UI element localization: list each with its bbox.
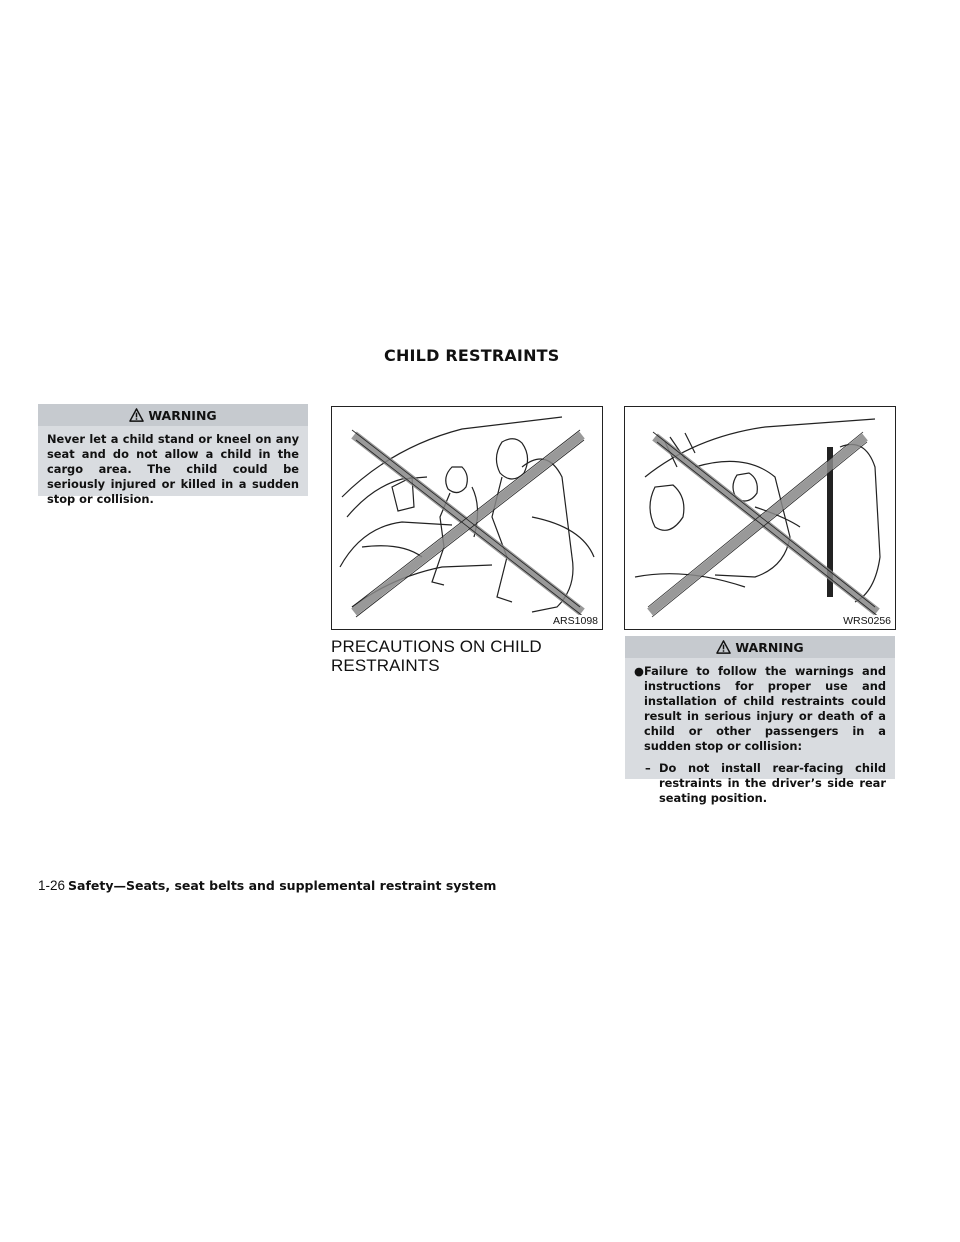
subbullet-mark: – [645,761,651,775]
subsection-title: PRECAUTIONS ON CHILD RESTRAINTS [331,637,542,675]
warning-subbullet [625,754,895,806]
warning-header [625,636,895,658]
warning-triangle-icon [129,408,144,422]
figure-code: ARS1098 [553,615,598,627]
child-standing-illustration [332,407,602,629]
bullet-text: Failure to follow the warnings and instructions for proper use and installation of child restraints could result in serious injury or death of a child or other passengers in a sudden stop or collision: [644,664,886,753]
warning-bullet [625,658,895,754]
chapter-title: Safety—Seats, seat belts and supplemental restraint system [68,878,497,893]
warning-header [38,404,308,426]
warning-title: WARNING [148,407,217,423]
rear-facing-seat-illustration [625,407,895,629]
warning-box-left [38,404,308,506]
page-number: 1-26 [38,878,66,893]
bullet-mark: ● [634,664,644,678]
warning-box-right [625,636,895,805]
warning-triangle-icon [716,640,731,654]
section-title: CHILD RESTRAINTS [384,346,560,365]
illustration-child-standing [331,406,603,630]
figure-code: WRS0256 [843,615,891,627]
warning-title: WARNING [735,639,804,655]
illustration-rear-facing-seat [624,406,896,630]
page-footer [38,878,496,893]
warning-text: Never let a child stand or kneel on any seat and do not allow a child in the cargo area. The child could be seriously injured or killed in a sudden stop or collision. [47,432,299,506]
subbullet-text: Do not install rear-facing child restraints in the driver’s side rear seating position. [659,761,886,805]
